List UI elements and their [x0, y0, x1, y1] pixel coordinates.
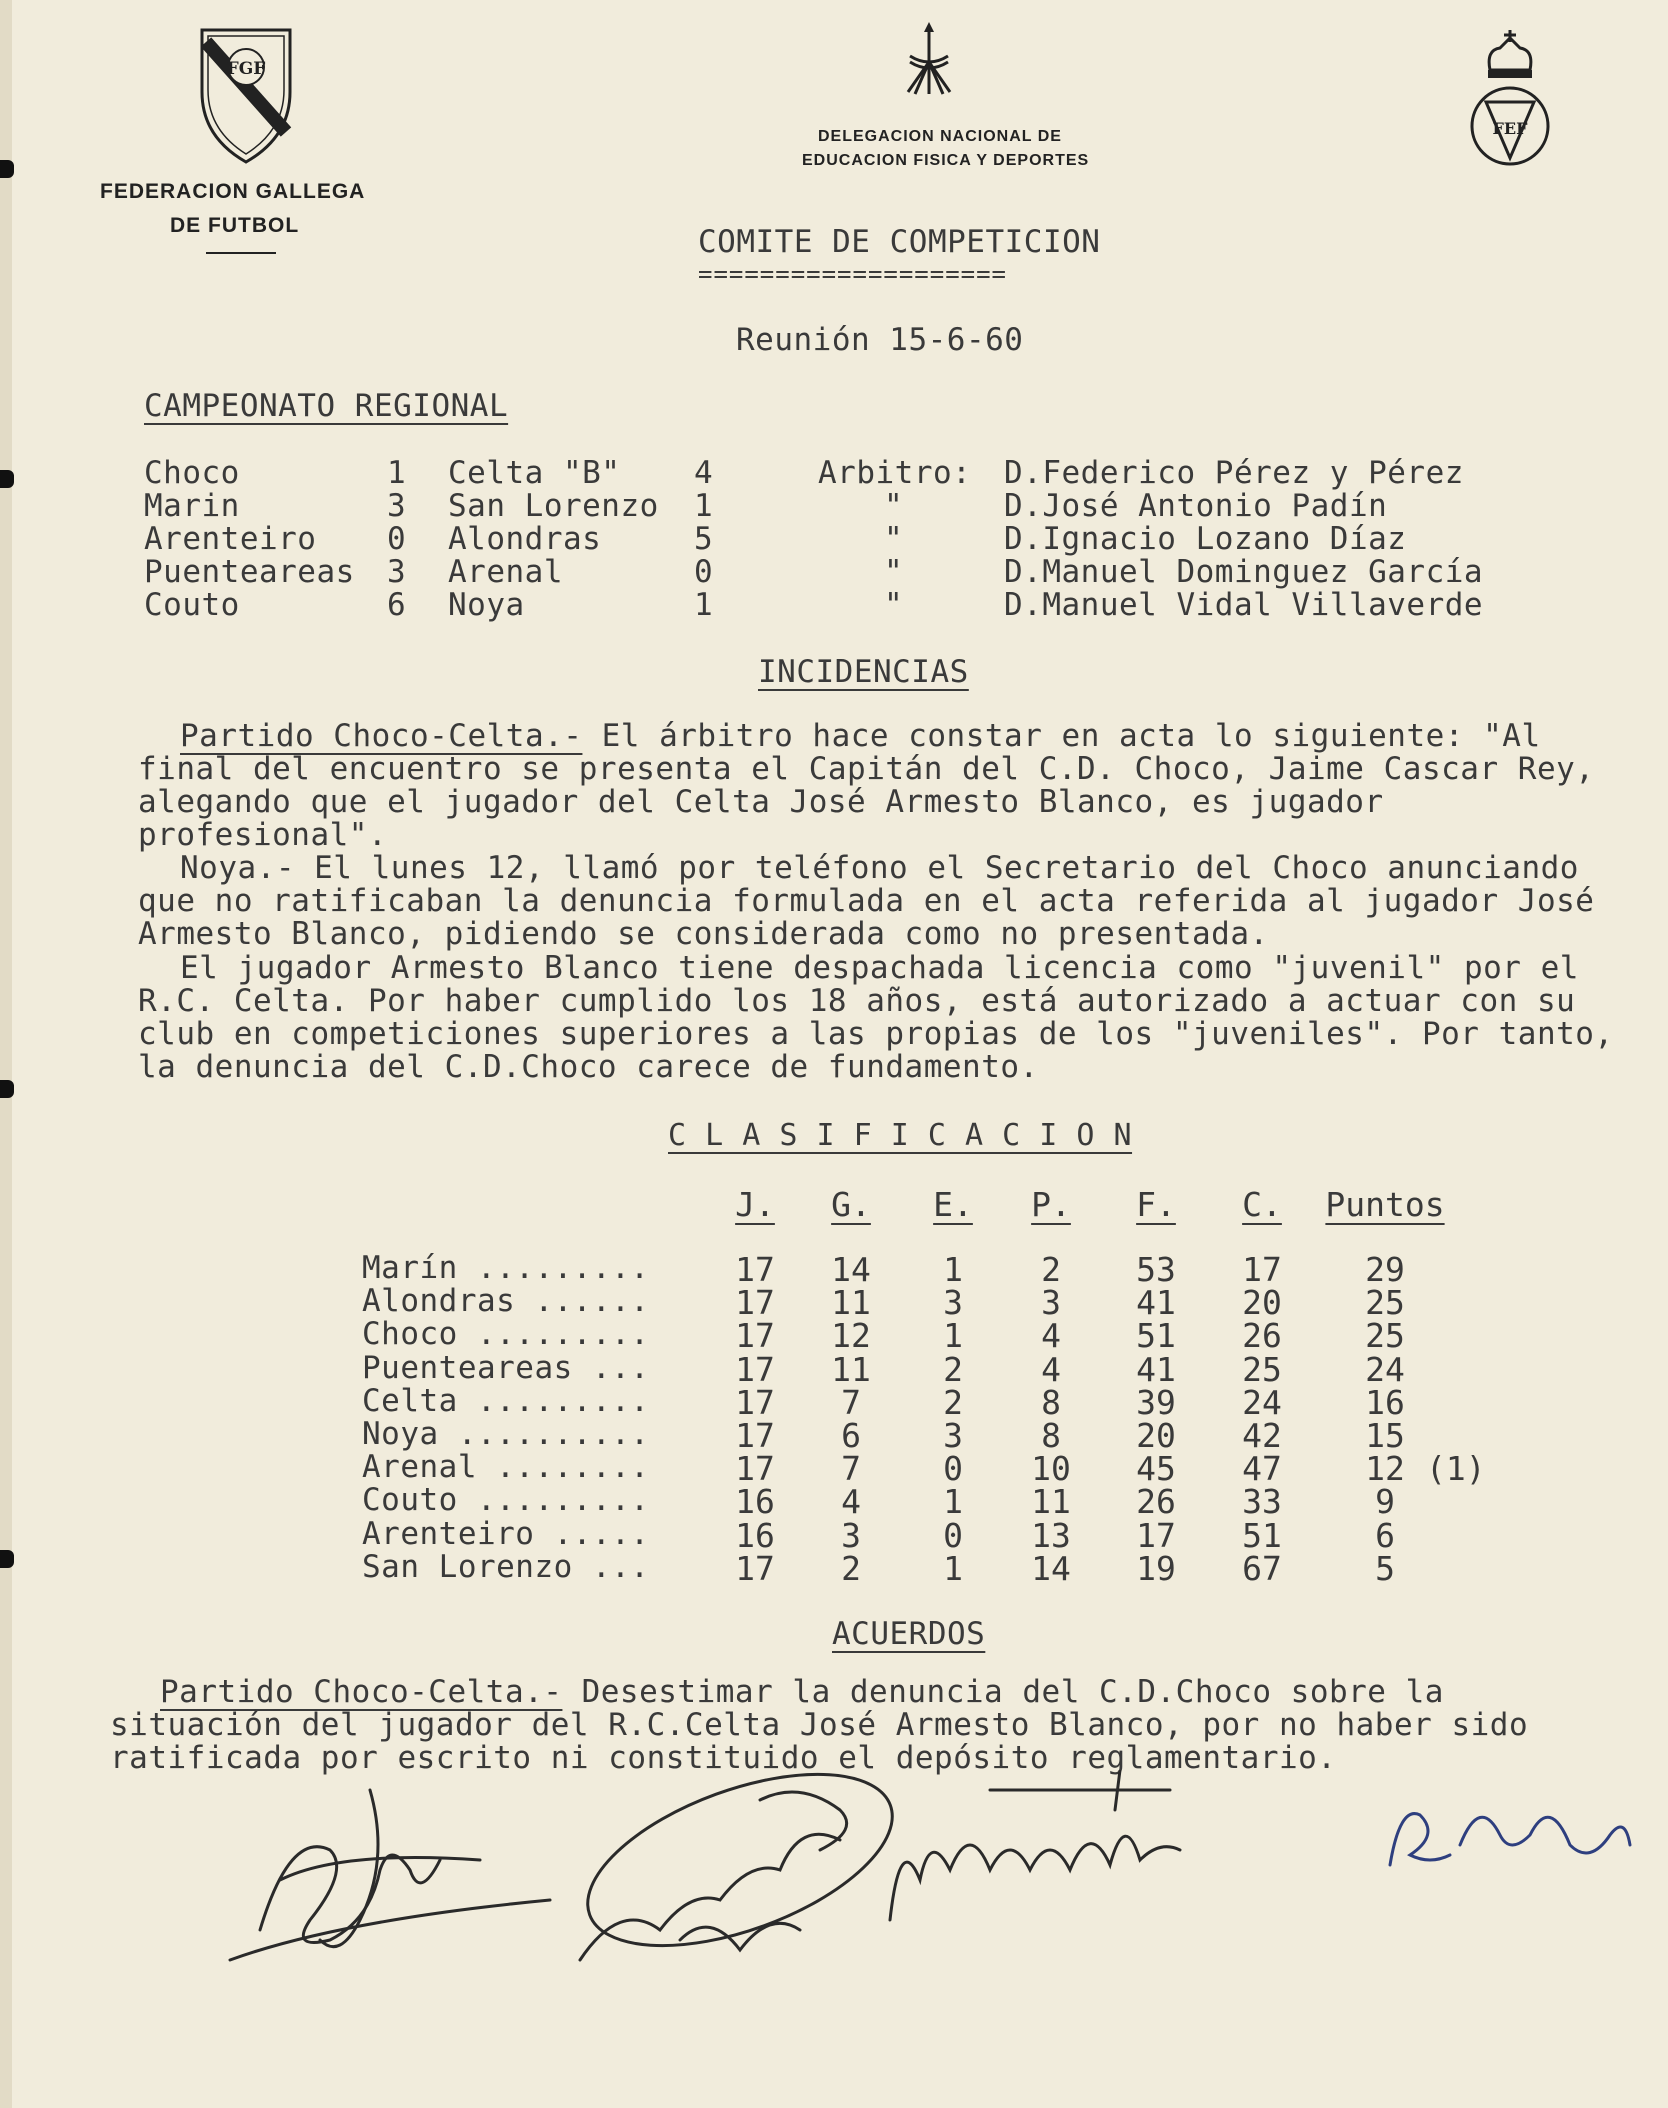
- binder-hole: [0, 160, 14, 178]
- standings-team: Puenteareas ...: [362, 1349, 650, 1386]
- standings-cell-pts: 16: [1365, 1382, 1405, 1422]
- standings-cell-f: 20: [1136, 1416, 1176, 1455]
- standings-cell-j: 17: [735, 1349, 775, 1389]
- standings-cell-e: 3: [943, 1283, 963, 1323]
- standings-cell-p: 8: [1041, 1416, 1061, 1455]
- agreements-heading: ACUERDOS: [832, 1616, 986, 1652]
- federation-logo-monogram: FGF: [226, 59, 266, 79]
- standings-cell-pts: 24: [1365, 1349, 1405, 1389]
- standings-cell-pts: 25: [1365, 1283, 1405, 1323]
- result-away-team: Noya: [448, 587, 525, 623]
- rfef-logo-monogram: FEF: [1492, 119, 1528, 138]
- standings-cell-g: 12: [831, 1316, 871, 1356]
- standings-cell-g: 11: [831, 1349, 871, 1389]
- standings-cell-g: 7: [841, 1449, 861, 1489]
- standings-cell-e: 1: [943, 1482, 963, 1522]
- standings-cell-e: 0: [943, 1515, 963, 1555]
- standings-cell-p: 4: [1041, 1349, 1061, 1389]
- incident-ruling: [138, 952, 1618, 1084]
- standings-cell-g: 14: [831, 1250, 871, 1289]
- result-referee-label: ": [884, 488, 904, 524]
- spanish-federation-logo: [1468, 30, 1552, 176]
- standings-cell-j: 16: [735, 1482, 775, 1522]
- result-home-goals: 3: [387, 554, 407, 590]
- standings-team: Noya ..........: [362, 1416, 650, 1452]
- standings-cell-g: 2: [841, 1548, 861, 1588]
- standings-row: [0, 1349, 1668, 1389]
- standings-cell-g: 6: [841, 1416, 861, 1455]
- result-away-goals: 5: [694, 521, 714, 557]
- result-away-team: Arenal: [448, 554, 563, 590]
- standings-cell-p: 3: [1041, 1283, 1061, 1323]
- yoke-and-arrows-emblem: [902, 22, 956, 98]
- result-home-goals: 1: [387, 455, 407, 491]
- standings-cell-e: 1: [943, 1316, 963, 1356]
- standings-cell-e: 0: [943, 1449, 963, 1489]
- standings-cell-f: 26: [1136, 1482, 1176, 1522]
- incident-noya-text: El lunes 12, llamó por teléfono el Secretario del Choco anunciando que no ratificaban la denuncia formulada en el acta referida al jugador José Armesto Blanco, pidiendo se considerada como no presentada.: [138, 850, 1595, 952]
- standings-cell-e: 1: [943, 1250, 963, 1289]
- result-away-goals: 0: [694, 554, 714, 590]
- standings-col-header: P.: [1031, 1185, 1071, 1224]
- standings-cell-pts: 6: [1375, 1515, 1395, 1555]
- federation-underline: [206, 252, 276, 254]
- signature-2: [540, 1760, 900, 1980]
- standings-team: Couto .........: [362, 1482, 650, 1519]
- standings-row: [0, 1316, 1668, 1356]
- standings-row: [0, 1548, 1668, 1588]
- meeting-date: Reunión 15-6-60: [736, 322, 1024, 358]
- standings-heading: C L A S I F I C A C I O N: [668, 1118, 1133, 1153]
- standings-row: [0, 1482, 1668, 1522]
- standings-cell-c: 42: [1242, 1416, 1282, 1455]
- standings-cell-f: 51: [1136, 1316, 1176, 1356]
- standings-cell-f: 53: [1136, 1250, 1176, 1289]
- standings-team: San Lorenzo ...: [362, 1548, 650, 1585]
- committee-title: COMITE DE COMPETICION: [698, 224, 1101, 260]
- incident-noya: [138, 852, 1618, 951]
- paper-edge: [0, 0, 12, 2108]
- standings-cell-j: 17: [735, 1250, 775, 1289]
- result-away-goals: 1: [694, 488, 714, 524]
- standings-cell-j: 17: [735, 1449, 775, 1489]
- standings-row: [0, 1416, 1668, 1455]
- standings-cell-f: 17: [1136, 1515, 1176, 1555]
- agreement-choco-celta-title: Partido Choco-Celta.-: [160, 1674, 563, 1710]
- standings-cell-e: 3: [943, 1416, 963, 1455]
- result-away-goals: 4: [694, 455, 714, 491]
- standings-cell-pts: 5: [1375, 1548, 1395, 1588]
- standings-team: Arenal ........: [362, 1449, 650, 1486]
- standings-cell-c: 26: [1242, 1316, 1282, 1356]
- committee-title-rule: ====================: [698, 260, 1007, 288]
- standings-cell-c: 47: [1242, 1449, 1282, 1489]
- standings-cell-j: 17: [735, 1283, 775, 1323]
- result-home-team: Choco: [144, 455, 240, 491]
- standings-team: Choco .........: [362, 1316, 650, 1353]
- standings-cell-e: 1: [943, 1548, 963, 1588]
- federation-name-line2: DE FUTBOL: [170, 214, 300, 237]
- result-away-team: Celta "B": [448, 455, 621, 491]
- standings-cell-j: 17: [735, 1548, 775, 1588]
- result-referee-name: D.Ignacio Lozano Díaz: [1004, 521, 1407, 557]
- result-referee-label: ": [884, 554, 904, 590]
- standings-cell-f: 41: [1136, 1349, 1176, 1389]
- standings-cell-c: 17: [1242, 1250, 1282, 1289]
- result-away-team: San Lorenzo: [448, 488, 659, 524]
- standings-cell-f: 39: [1136, 1382, 1176, 1422]
- federation-name-line1: FEDERACION GALLEGA: [100, 180, 366, 203]
- result-home-goals: 6: [387, 587, 407, 623]
- standings-row: [0, 1515, 1668, 1555]
- delegation-line2: EDUCACION FISICA Y DEPORTES: [802, 152, 1090, 169]
- incident-choco-celta-title: Partido Choco-Celta.-: [180, 718, 583, 754]
- standings-cell-p: 11: [1031, 1482, 1071, 1522]
- standings-cell-p: 13: [1031, 1515, 1071, 1555]
- signature-1: [220, 1770, 560, 1980]
- standings-cell-j: 17: [735, 1382, 775, 1422]
- result-referee-name: D.José Antonio Padín: [1004, 488, 1388, 524]
- standings-cell-j: 17: [735, 1316, 775, 1356]
- result-home-team: Couto: [144, 587, 240, 623]
- standings-cell-p: 4: [1041, 1316, 1061, 1356]
- standings-col-header: Puntos: [1325, 1185, 1445, 1224]
- incidents-heading: INCIDENCIAS: [758, 654, 969, 690]
- standings-cell-g: 11: [831, 1283, 871, 1323]
- standings-cell-pts: 25: [1365, 1316, 1405, 1356]
- standings-cell-g: 7: [841, 1382, 861, 1422]
- result-referee-name: D.Manuel Vidal Villaverde: [1004, 587, 1484, 623]
- result-home-team: Arenteiro: [144, 521, 317, 557]
- championship-heading: CAMPEONATO REGIONAL: [144, 388, 509, 424]
- standings-cell-g: 4: [841, 1482, 861, 1522]
- standings-cell-j: 17: [735, 1416, 775, 1455]
- result-home-team: Marin: [144, 488, 240, 524]
- standings-cell-c: 51: [1242, 1515, 1282, 1555]
- standings-cell-f: 19: [1136, 1548, 1176, 1588]
- result-referee-label: Arbitro:: [818, 455, 972, 491]
- standings-row: [0, 1250, 1668, 1289]
- delegation-line1: DELEGACION NACIONAL DE: [818, 128, 1062, 145]
- standings-cell-f: 41: [1136, 1283, 1176, 1323]
- incident-noya-lead: Noya.-: [180, 850, 295, 886]
- federation-logo: [196, 22, 296, 172]
- standings-cell-p: 8: [1041, 1382, 1061, 1422]
- standings-cell-pts: 12: [1365, 1449, 1405, 1489]
- standings-col-header: E.: [933, 1185, 973, 1224]
- incident-ruling-text: El jugador Armesto Blanco tiene despachada licencia como "juvenil" por el R.C. Celta. Por haber cumplido los 18 años, está autorizado a actuar con su club en competiciones superiores a las propias de los "juveniles". Por tanto, la denuncia del C.D.Choco carece de fundamento.: [138, 950, 1614, 1085]
- standings-cell-p: 14: [1031, 1548, 1071, 1588]
- standings-cell-e: 2: [943, 1349, 963, 1389]
- result-referee-name: D.Federico Pérez y Pérez: [1004, 455, 1464, 491]
- standings-cell-p: 2: [1041, 1250, 1061, 1289]
- result-referee-label: ": [884, 587, 904, 623]
- standings-col-header: F.: [1136, 1185, 1176, 1224]
- standings-note: (1): [1426, 1449, 1486, 1489]
- standings-row: [0, 1283, 1668, 1323]
- standings-cell-pts: 9: [1375, 1482, 1395, 1522]
- standings-row: [0, 1449, 1668, 1489]
- signature-4: [1380, 1775, 1640, 1895]
- standings-cell-c: 20: [1242, 1283, 1282, 1323]
- standings-cell-c: 25: [1242, 1349, 1282, 1389]
- standings-col-header: C.: [1242, 1185, 1282, 1224]
- standings-cell-f: 45: [1136, 1449, 1176, 1489]
- standings-col-header: J.: [735, 1185, 775, 1224]
- standings-team: Marín .........: [362, 1250, 650, 1286]
- standings-team: Arenteiro .....: [362, 1515, 650, 1552]
- standings-cell-p: 10: [1031, 1449, 1071, 1489]
- standings-col-header: G.: [831, 1185, 871, 1224]
- result-away-goals: 1: [694, 587, 714, 623]
- incident-choco-celta: [138, 720, 1618, 852]
- standings-cell-c: 67: [1242, 1548, 1282, 1588]
- binder-hole: [0, 470, 14, 488]
- incident-choco-celta-text: El árbitro hace constar en acta lo siguiente: "Al final del encuentro se presenta el Capitán del C.D. Choco, Jaime Cascar Rey, alegando que el jugador del Celta José Armesto Blanco, es jugador profesional".: [138, 718, 1595, 853]
- result-home-team: Puenteareas: [144, 554, 355, 590]
- agreement-choco-celta-text: Desestimar la denuncia del C.D.Choco sobre la situación del jugador del R.C.Celta José Armesto Blanco, por no haber sido ratificada por escrito ni constituido el depósito reglamentario.: [110, 1674, 1529, 1776]
- standings-team: Celta .........: [362, 1382, 650, 1419]
- standings-cell-c: 24: [1242, 1382, 1282, 1422]
- result-home-goals: 0: [387, 521, 407, 557]
- binder-hole: [0, 1080, 14, 1098]
- result-home-goals: 3: [387, 488, 407, 524]
- signature-3: [870, 1770, 1210, 1940]
- standings-cell-pts: 29: [1365, 1250, 1405, 1289]
- result-referee-label: ": [884, 521, 904, 557]
- result-away-team: Alondras: [448, 521, 602, 557]
- standings-cell-g: 3: [841, 1515, 861, 1555]
- result-referee-name: D.Manuel Dominguez García: [1004, 554, 1484, 590]
- standings-cell-e: 2: [943, 1382, 963, 1422]
- standings-row: [0, 1382, 1668, 1422]
- standings-cell-c: 33: [1242, 1482, 1282, 1522]
- standings-cell-pts: 15: [1365, 1416, 1405, 1455]
- standings-cell-j: 16: [735, 1515, 775, 1555]
- standings-team: Alondras ......: [362, 1283, 650, 1320]
